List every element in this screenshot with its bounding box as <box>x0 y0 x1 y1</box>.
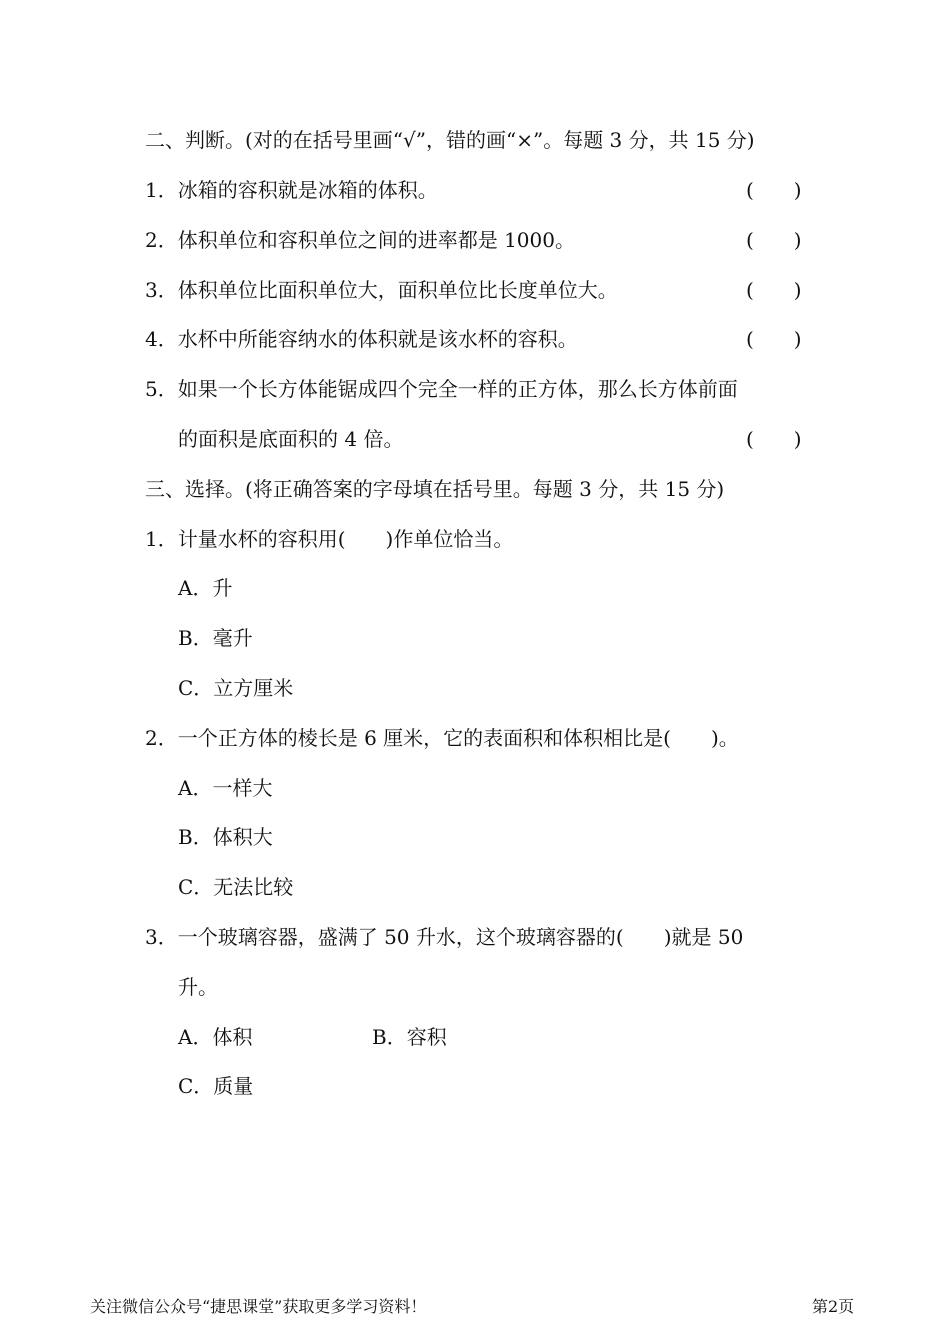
judge-section-heading: 二、判断。(对的在括号里画“√”，错的画“×”。每题 3 分，共 15 分) <box>145 128 755 152</box>
choice-q2-option-a: A．一样大 <box>178 776 273 800</box>
judge-answer-paren-1: ( ) <box>746 178 802 202</box>
choice-section-heading: 三、选择。(将正确答案的字母填在括号里。每题 3 分，共 15 分) <box>145 477 725 501</box>
choice-question-1: 1．计量水杯的容积用( )作单位恰当。 <box>145 527 514 551</box>
judge-item-1: 1．冰箱的容积就是冰箱的体积。 <box>145 178 438 202</box>
choice-q1-option-c: C．立方厘米 <box>178 676 294 700</box>
choice-question-2: 2．一个正方体的棱长是 6 厘米，它的表面积和体积相比是( )。 <box>145 726 739 750</box>
page-number: 第2页 <box>812 1297 855 1316</box>
judge-answer-paren-2: ( ) <box>746 228 802 252</box>
choice-question-3-continuation: 升。 <box>178 975 218 999</box>
choice-q3-option-b: B．容积 <box>372 1025 447 1049</box>
judge-answer-paren-4: ( ) <box>746 327 802 351</box>
choice-q3-option-a: A．体积 <box>178 1025 253 1049</box>
choice-question-3: 3．一个玻璃容器，盛满了 50 升水，这个玻璃容器的( )就是 50 <box>145 925 744 949</box>
judge-item-5: 5．如果一个长方体能锯成四个完全一样的正方体，那么长方体前面 <box>145 377 738 401</box>
judge-answer-paren-5: ( ) <box>746 427 802 451</box>
footer-promo-text: 关注微信公众号“捷思课堂”获取更多学习资料！ <box>90 1297 427 1316</box>
judge-item-2: 2．体积单位和容积单位之间的进率都是 1000。 <box>145 228 575 252</box>
judge-item-3: 3．体积单位比面积单位大，面积单位比长度单位大。 <box>145 278 618 302</box>
choice-q2-option-c: C．无法比较 <box>178 875 294 899</box>
choice-q1-option-a: A．升 <box>178 576 233 600</box>
judge-item-4: 4．水杯中所能容纳水的体积就是该水杯的容积。 <box>145 327 578 351</box>
judge-item-5-continuation: 的面积是底面积的 4 倍。 <box>178 427 404 451</box>
choice-q1-option-b: B．毫升 <box>178 626 253 650</box>
choice-q2-option-b: B．体积大 <box>178 825 273 849</box>
judge-answer-paren-3: ( ) <box>746 278 802 302</box>
choice-q3-option-c: C．质量 <box>178 1074 254 1098</box>
